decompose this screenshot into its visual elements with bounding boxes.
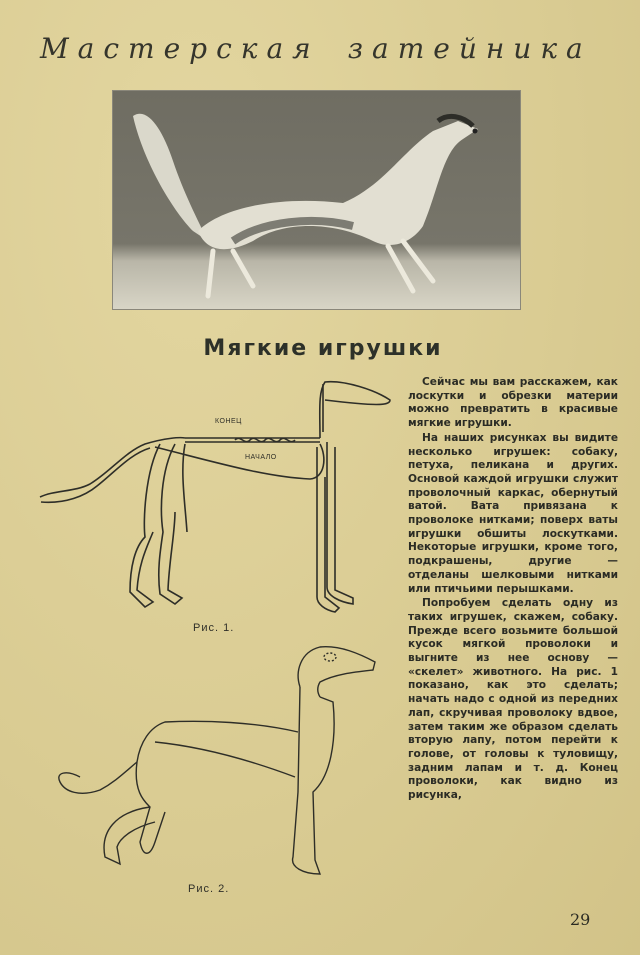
article-title: Мягкие игрушки — [203, 336, 443, 361]
toy-dog-illustration — [113, 91, 520, 309]
figure-2-caption: Рис. 2. — [188, 883, 230, 895]
paragraph: Попробуем сделать одну из таких игрушек, скажем, собаку. Прежде всего возьмите большой кусок мягкой проволоки и выгните из нее основу — «скелет» животного. На рис. 1 показано, как это сделать; начать надо с одной из передних лап, скручивая проволоку вдвое, затем таким же образом сделать вторую лапу, потом перейти к голове, от головы к туловищу, задним лапам и т. д. Конец проволоки, как видно из рисунка, — [408, 597, 618, 802]
wrapped-dog-drawing — [55, 642, 385, 882]
wire-skeleton-drawing — [35, 372, 405, 622]
page-number: 29 — [570, 910, 591, 929]
paragraph: Сейчас мы вам расскажем, как лоскутки и обрезки материи можно превратить в красивые мягкие игрушки. — [408, 376, 618, 430]
header-word-1: Мастерская — [40, 32, 320, 65]
label-start: НАЧАЛО — [245, 454, 277, 461]
figure-2-wrapped-frame — [55, 642, 385, 882]
toy-dog-photo — [112, 90, 521, 310]
article-body — [408, 376, 618, 803]
header-word-2: затейника — [347, 32, 592, 65]
figure-1-wire-frame — [35, 372, 405, 622]
label-end: КОНЕЦ — [215, 418, 242, 425]
paragraph: На наших рисунках вы видите несколько игрушек: собаку, петуха, пеликана и других. Основой каждой игрушки служит проволочный каркас, обернутый ватой. Вата привязана к проволоке нитками; поверх ваты игрушки обшиты лоскутками. Некоторые игрушки, кроме того, подкрашены, другие — отделаны шелковыми нитками или птичьими перышками. — [408, 431, 618, 595]
section-header — [40, 32, 610, 72]
figure-1-caption: Рис. 1. — [193, 622, 235, 634]
